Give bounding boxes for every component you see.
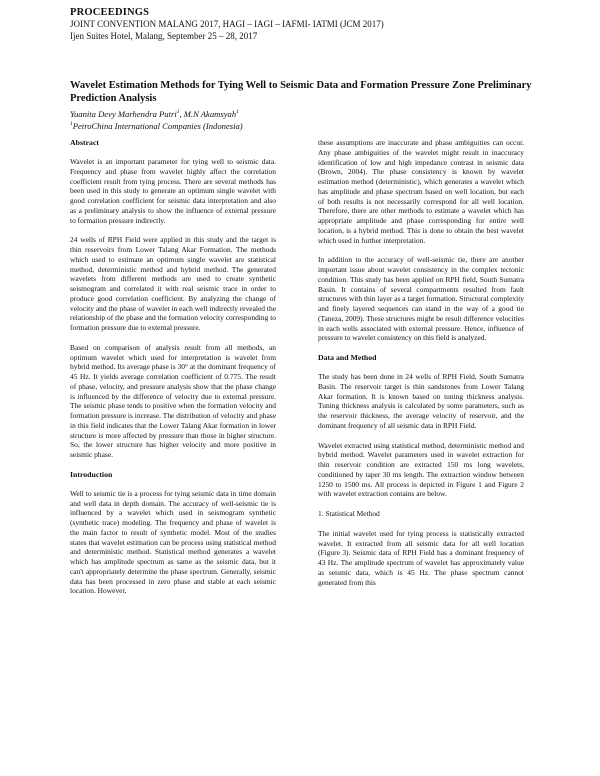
affiliation: PetroChina International Companies (Indonesia) xyxy=(72,121,243,132)
authors-block xyxy=(70,107,540,132)
body-paragraph: The initial wavelet used for tying process is statistically extracted wavelet. It extracted from all seismic data for all well location (Figure 3). Seismic data of RPH Field has a dominant frequency of 43 Hz. The amplitude spectrum of wavelet has approximately value as seismic data, which is 45 Hz. The phase spectrum cannot generated from this xyxy=(318,528,524,587)
abstract-paragraph: Wavelet is an important parameter for tying well to seismic data. Frequency and phase from wavelet highly affect the correlation coefficient result from tying process. There are several methods has been used in this study to generate an optimum single wavelet with good correlation coefficient for seismic data interpretation and also as a preliminary analysis to show the influence of external pressure to formation pressure indirectly. xyxy=(70,157,276,225)
author-name: Yuanita Devy Marhendra Putri xyxy=(70,108,177,119)
body-paragraph: Wavelet extracted using statistical method, deterministic method and hybrid method. Wavelet parameters used in wavelet extraction for thin reservoir condition are extracted 150 ms long wavelets, conditioned by taper 30 ms length. The extraction window between 1250 to 1500 ms. All process is depicted in Figure 1 and Figure 2 with wavelet extraction contains are below. xyxy=(318,440,524,499)
author-superscript: 1 xyxy=(236,109,239,115)
proceedings-label: PROCEEDINGS xyxy=(70,7,150,18)
abstract-paragraph: Based on comparison of analysis result from all methods, an optimum wavelet which used for interpretation is wavelet from hybrid method. Its average phase is 30° at the dominant frequency of 45 Hz. It yields average correlation coefficient of 0.775. The result of phase, velocity, and pressure analysis show that the phase change is influenced by the difference of velocity due to external pressure. The seismic phase tends to positive when the formation velocity and formation pressure is increase. The distribution of velocity and phase in this field indicates that the Lower Talang Akar formation in lower structure is more affected by pressure than those in higher structure. So, the lower structure has higher velocity and more positive in seismic phase. xyxy=(70,342,276,459)
left-column xyxy=(70,138,276,606)
body-paragraph: these assumptions are inaccurate and phase ambiguities can occur. Any phase ambiguities of the wavelet might result in inaccuracy identification of low and high impedance contrast in seismic data (Brown, 2004). The phase consistency is known by wavelet estimation method (deterministic), which generates a wavelet which has amplitude and phase spectrum based on well location, but each of both results is not necessarily correspond for all well location. Therefore, there are other methods to estimate a wavelet which has appropriate amplitude and phase corresponding for entire well location, is a hybrid method. This is done to obtain the best wavelet which used in further interpretation. xyxy=(318,138,524,245)
statistical-method-subheading: 1. Statistical Method xyxy=(318,509,380,518)
author-line xyxy=(70,107,540,119)
body-paragraph: In addition to the accuracy of well-seismic tie, there are another important issue about wavelet consistency in the complex tectonic condition. This study has been applied on RPH field, South Sumatra Basin. It contains of several compartments resulted from fault structures with thin layer as a target formation. Structural complexity and finely layered sequences can stand in the way of a good tie (Taneza, 2009). These structures might be result difference velocities in each wells associated with external pressure. Hence, influence of pressure to wavelet consistency on this field is analyzed. xyxy=(318,255,524,343)
conference-name: JOINT CONVENTION MALANG 2017, HAGI – IAGI – IAFMI- IATMI (JCM 2017) xyxy=(70,19,384,29)
abstract-heading: Abstract xyxy=(70,138,100,147)
right-column xyxy=(318,138,524,597)
data-method-heading: Data and Method xyxy=(318,353,377,362)
body-paragraph: The study has been done in 24 wells of RPH Field, South Sumatra Basin. The reservoir target is thin sandstones from Lower Talang Akar formation. It is known based on tuning thickness analysis. Tuning thickness analysis is calculated by some parameters, such as the reservoir thickness, the average velocity of reservoir, and the dominant frequency of all seismic data in RPH Field. xyxy=(318,372,524,430)
author-name: , M.N Akamsyah xyxy=(179,108,237,119)
introduction-heading: Introduction xyxy=(70,469,113,479)
author-superscript: 1 xyxy=(176,109,180,115)
paper-title: Wavelet Estimation Methods for Tying Well to Seismic Data and Formation Pressure Zone Preliminary Prediction Analysis xyxy=(70,80,532,104)
affiliation-superscript: 1 xyxy=(70,121,73,128)
proceedings-header xyxy=(70,6,540,42)
affiliation-line xyxy=(70,119,540,131)
abstract-paragraph: 24 wells of RPH Field were applied in this study and the target is thin reservoirs from Lower Talang Akar Formation. The methods which used to estimate an optimum single wavelet are statistical method, deterministic method and hybrid method. The generated wavelets from different methods are used to create synthetic seismogram and correlated it with real seismic trace in order to produce good correlation coefficient. By analyzing the change of velocity and the phase of wavelet in each well indirectly revealed the relationship of the phase and the formation velocity corresponding to formation pressure due to external pressure. xyxy=(70,235,276,332)
conference-venue: Ijen Suites Hotel, Malang, September 25 – 28, 2017 xyxy=(70,30,258,41)
introduction-paragraph: Well to seismic tie is a process for tying seismic data in time domain and well data in depth domain. The accuracy of well-seismic tie is influenced by a wavelet which used in seismogram synthetic (synthetic trace) modeling. The frequency and phase of wavelet is the main factor to result of synthetic model. Most of the studies states that wavelet estimation can be process using statistical method and deterministic method. Statistical method generates a wavelet which has amplitude spectrum as same as the seismic data, but it can't appropriately determine the phase spectrum. Generally, seismic data has been processed in zero phase and stable at each seismic location. However, xyxy=(70,488,276,596)
